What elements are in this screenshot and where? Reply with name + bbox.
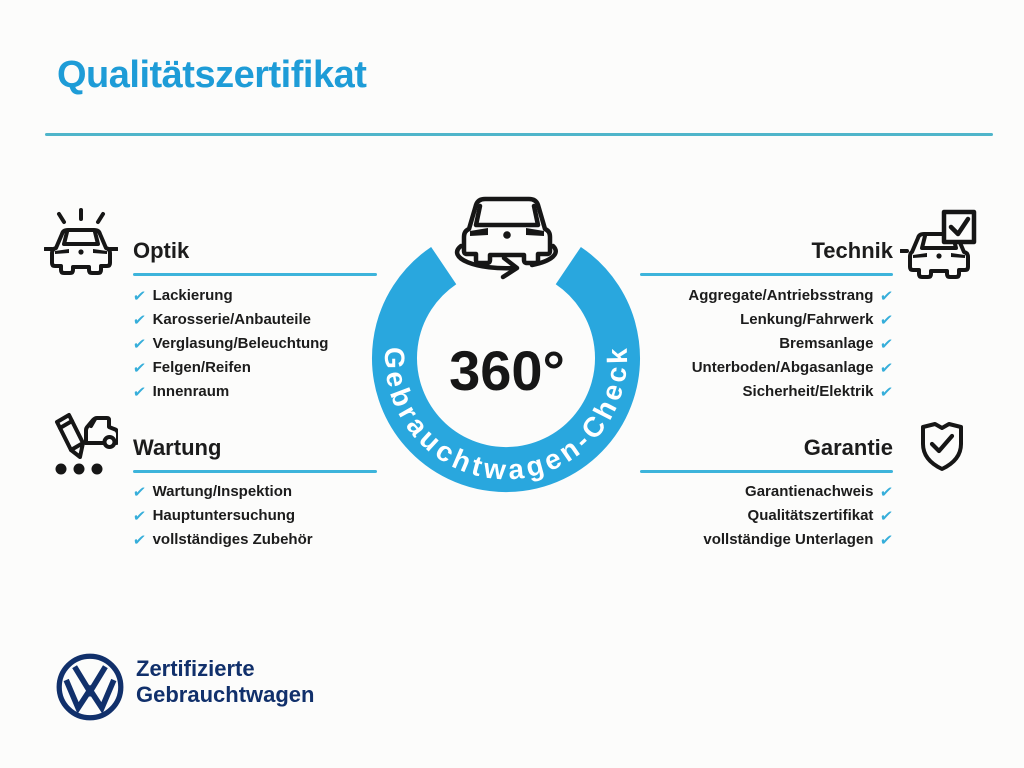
section-underline bbox=[133, 470, 377, 473]
check-icon: ✔ bbox=[131, 335, 147, 353]
car-checkbox-icon bbox=[900, 206, 978, 284]
check-item-label: Wartung/Inspektion bbox=[152, 483, 293, 500]
check-item-label: Sicherheit/Elektrik bbox=[742, 383, 874, 400]
check-item-label: Garantienachweis bbox=[745, 483, 874, 500]
section-underline bbox=[640, 273, 893, 276]
check-item-label: Verglasung/Beleuchtung bbox=[152, 335, 329, 352]
check-icon: ✔ bbox=[131, 483, 147, 501]
check-icon: ✔ bbox=[131, 287, 147, 305]
check-icon: ✔ bbox=[879, 483, 895, 501]
check-item bbox=[133, 360, 328, 376]
check-item bbox=[740, 312, 893, 328]
car-rotate-icon bbox=[457, 199, 556, 277]
check-item bbox=[133, 336, 328, 352]
check-icon: ✔ bbox=[879, 507, 895, 525]
check-item bbox=[133, 484, 313, 500]
check-item-label: Unterboden/Abgasanlage bbox=[691, 359, 874, 376]
check-icon: ✔ bbox=[879, 287, 895, 305]
check-icon: ✔ bbox=[879, 531, 895, 549]
check-icon: ✔ bbox=[131, 383, 147, 401]
check-icon: ✔ bbox=[879, 311, 895, 329]
section-underline bbox=[133, 273, 377, 276]
check-item-label: Felgen/Reifen bbox=[152, 359, 251, 376]
check-item bbox=[703, 532, 893, 548]
check-item bbox=[779, 336, 893, 352]
car-shine-icon bbox=[44, 208, 118, 282]
section-title-technik: Technik bbox=[811, 238, 893, 263]
check-item-label: Innenraum bbox=[152, 383, 230, 400]
footer-brand-line1: Zertifizierte bbox=[136, 656, 255, 681]
shield-check-icon bbox=[915, 417, 969, 475]
badge-degree-label: 360° bbox=[449, 339, 565, 402]
check-item-label: Lenkung/Fahrwerk bbox=[740, 311, 874, 328]
footer-brand-text bbox=[136, 656, 314, 708]
pencil-car-icon bbox=[44, 410, 118, 484]
check-item bbox=[748, 508, 893, 524]
check-item-label: vollständige Unterlagen bbox=[703, 531, 874, 548]
check-icon: ✔ bbox=[131, 359, 147, 377]
check-item-label: Lackierung bbox=[152, 287, 233, 304]
check-icon: ✔ bbox=[879, 359, 895, 377]
badge-ring-label: Gebrauchtwagen-Check bbox=[378, 347, 634, 486]
check-icon: ✔ bbox=[131, 507, 147, 525]
optik-checklist bbox=[133, 288, 328, 400]
check-icon: ✔ bbox=[879, 383, 895, 401]
check-item bbox=[133, 508, 313, 524]
section-underline bbox=[640, 470, 893, 473]
check-item bbox=[743, 384, 893, 400]
check-item-label: Karosserie/Anbauteile bbox=[152, 311, 311, 328]
check-item-label: vollständiges Zubehör bbox=[152, 531, 313, 548]
check-icon: ✔ bbox=[131, 311, 147, 329]
vw-logo-icon bbox=[55, 652, 125, 722]
section-title-optik: Optik bbox=[133, 238, 190, 263]
check-icon: ✔ bbox=[879, 335, 895, 353]
check-item bbox=[133, 384, 328, 400]
footer-brand-line2: Gebrauchtwagen bbox=[136, 682, 315, 707]
check-item-label: Qualitätszertifikat bbox=[747, 507, 874, 524]
title-divider bbox=[45, 133, 993, 136]
check-item bbox=[688, 288, 893, 304]
check-item bbox=[745, 484, 893, 500]
wartung-checklist bbox=[133, 484, 313, 548]
check-item-label: Hauptuntersuchung bbox=[152, 507, 296, 524]
check-item bbox=[692, 360, 893, 376]
check-item-label: Bremsanlage bbox=[779, 335, 874, 352]
section-title-wartung: Wartung bbox=[133, 435, 222, 460]
check-item bbox=[133, 312, 328, 328]
check-item bbox=[133, 288, 328, 304]
check-item-label: Aggregate/Antriebsstrang bbox=[688, 287, 874, 304]
page-title: Qualitätszertifikat bbox=[57, 54, 367, 96]
section-title-garantie: Garantie bbox=[803, 435, 893, 460]
check-item bbox=[133, 532, 313, 548]
check-icon: ✔ bbox=[131, 531, 147, 549]
360-degree-badge bbox=[366, 188, 646, 498]
